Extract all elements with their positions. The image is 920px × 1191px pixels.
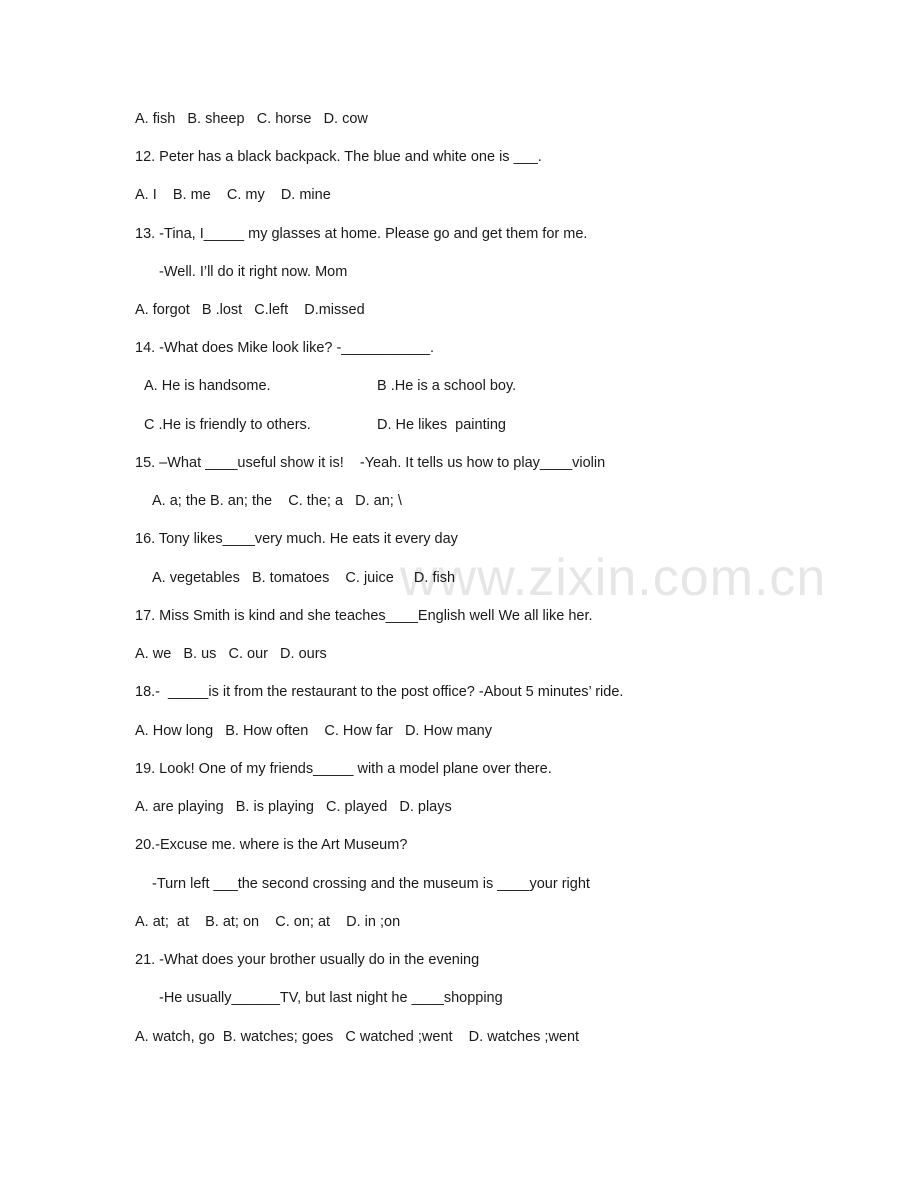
q21-options: A. watch, go B. watches; goes C watched ;went D. watches ;went	[135, 1029, 580, 1045]
q16-question: 16. Tony likes____very much. He eats it every day	[135, 531, 458, 547]
q13-question: 13. -Tina, I_____ my glasses at home. Please go and get them for me.	[135, 226, 588, 242]
q18-options: A. How long B. How often C. How far D. How many	[135, 723, 492, 739]
q14-question: 14. -What does Mike look like? -___________.	[135, 340, 435, 356]
q12-question: 12. Peter has a black backpack. The blue and white one is ___.	[135, 149, 542, 165]
q21-response: -He usually______TV, but last night he ____shopping	[159, 990, 503, 1006]
q19-options: A. are playing B. is playing C. played D. plays	[135, 799, 452, 815]
q11-options: A. fish B. sheep C. horse D. cow	[135, 111, 368, 127]
q20-response: -Turn left ___the second crossing and the museum is ____your right	[152, 876, 590, 892]
q17-question: 17. Miss Smith is kind and she teaches____English well We all like her.	[135, 608, 593, 624]
q18-question: 18.- _____is it from the restaurant to the post office? -About 5 minutes’ ride.	[135, 684, 624, 700]
q16-options: A. vegetables B. tomatoes C. juice D. fish	[152, 570, 456, 586]
q14-option-d: D. He likes painting	[377, 417, 506, 433]
q14-option-c: C .He is friendly to others.	[144, 417, 311, 433]
q13-options: A. forgot B .lost C.left D.missed	[135, 302, 365, 318]
q15-question: 15. –What ____useful show it is! -Yeah. It tells us how to play____violin	[135, 455, 606, 471]
q14-option-b: B .He is a school boy.	[377, 378, 517, 394]
watermark: www.zixin.com.cn	[400, 549, 827, 607]
q20-options: A. at; at B. at; on C. on; at D. in ;on	[135, 914, 401, 930]
q20-question: 20.-Excuse me. where is the Art Museum?	[135, 837, 408, 853]
q12-options: A. I B. me C. my D. mine	[135, 187, 331, 203]
q21-question: 21. -What does your brother usually do in the evening	[135, 952, 480, 968]
q19-question: 19. Look! One of my friends_____ with a model plane over there.	[135, 761, 552, 777]
q15-options: A. a; the B. an; the C. the; a D. an; \	[152, 493, 402, 509]
q17-options: A. we B. us C. our D. ours	[135, 646, 327, 662]
q13-response: -Well. I’ll do it right now. Mom	[159, 264, 348, 280]
q14-option-a: A. He is handsome.	[144, 378, 271, 394]
